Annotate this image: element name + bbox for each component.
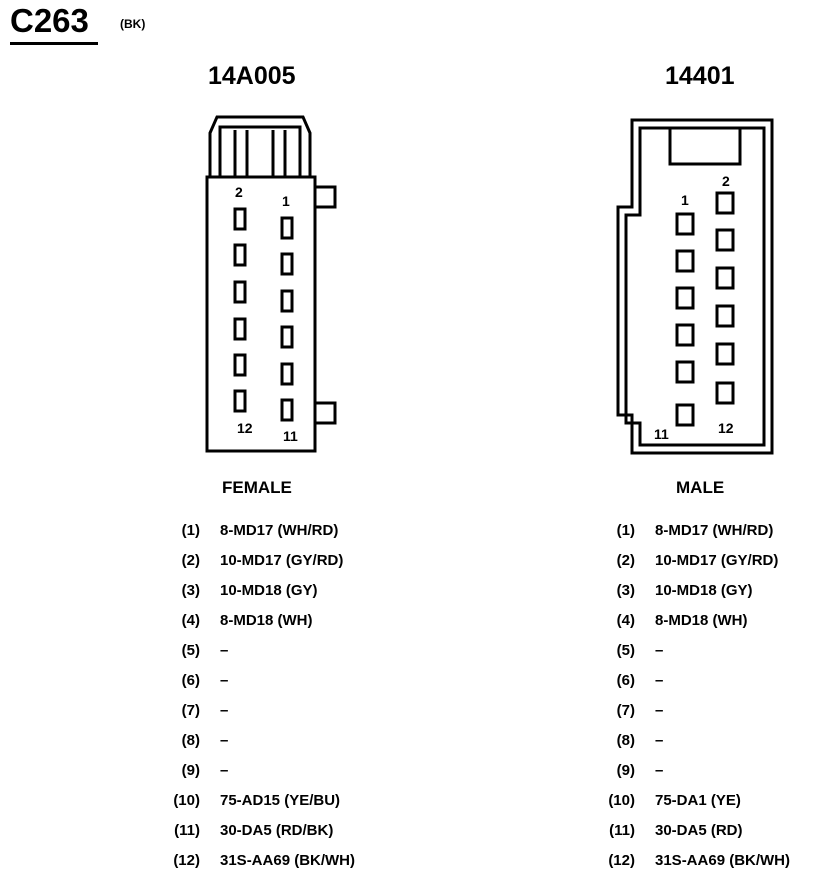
pin-number: (4) bbox=[616, 612, 635, 629]
pin-circuit: 8-MD17 (WH/RD) bbox=[655, 522, 774, 539]
pin-number: (7) bbox=[181, 702, 200, 719]
pin-row bbox=[585, 822, 815, 852]
pin-row bbox=[150, 522, 400, 552]
male-pin-label-11: 11 bbox=[654, 426, 669, 442]
male-pin-label-12: 12 bbox=[718, 420, 734, 436]
male-pin-label-1: 1 bbox=[681, 192, 689, 208]
pin-row bbox=[150, 552, 400, 582]
pin-circuit: 30-DA5 (RD) bbox=[655, 822, 743, 839]
left-part-number: 14A005 bbox=[208, 62, 296, 90]
pin-row bbox=[585, 702, 815, 732]
pin-row bbox=[585, 642, 815, 672]
pin-row bbox=[150, 852, 400, 882]
pin-number: (2) bbox=[181, 552, 200, 569]
pin-row bbox=[150, 642, 400, 672]
pin-circuit: – bbox=[220, 732, 229, 749]
pin-row bbox=[585, 792, 815, 822]
male-pin-table bbox=[585, 522, 815, 882]
pin-circuit: – bbox=[220, 702, 229, 719]
pin-number: (9) bbox=[616, 762, 635, 779]
pin-number: (12) bbox=[608, 852, 635, 869]
pin-number: (3) bbox=[181, 582, 200, 599]
pin-circuit: – bbox=[220, 642, 229, 659]
pin-number: (1) bbox=[616, 522, 635, 539]
pin-circuit: 10-MD18 (GY) bbox=[655, 582, 753, 599]
pin-number: (8) bbox=[616, 732, 635, 749]
connector-color-code: (BK) bbox=[120, 17, 146, 31]
pin-number: (8) bbox=[181, 732, 200, 749]
pin-row bbox=[150, 672, 400, 702]
pin-circuit: – bbox=[655, 702, 664, 719]
pin-circuit: 10-MD17 (GY/RD) bbox=[655, 552, 779, 569]
left-gender-label: FEMALE bbox=[222, 478, 292, 497]
pin-row bbox=[585, 672, 815, 702]
female-pin-label-2: 2 bbox=[235, 184, 243, 200]
pin-row bbox=[585, 582, 815, 612]
pin-circuit: 8-MD18 (WH) bbox=[220, 612, 313, 629]
female-pin-label-11: 11 bbox=[283, 428, 298, 444]
pin-number: (12) bbox=[173, 852, 200, 869]
female-pin-label-12: 12 bbox=[237, 420, 253, 436]
pin-row bbox=[585, 612, 815, 642]
female-pin-label-1: 1 bbox=[282, 193, 290, 209]
pin-number: (11) bbox=[609, 822, 635, 839]
pin-row bbox=[150, 792, 400, 822]
pin-number: (11) bbox=[174, 822, 200, 839]
pin-circuit: 30-DA5 (RD/BK) bbox=[220, 822, 334, 839]
right-part-number: 14401 bbox=[665, 62, 735, 90]
pin-number: (6) bbox=[181, 672, 200, 689]
pin-number: (5) bbox=[616, 642, 635, 659]
connector-title: C263 bbox=[10, 2, 89, 39]
pin-number: (1) bbox=[181, 522, 200, 539]
pin-row bbox=[585, 732, 815, 762]
pin-circuit: 8-MD17 (WH/RD) bbox=[220, 522, 339, 539]
pin-number: (4) bbox=[181, 612, 200, 629]
pin-number: (5) bbox=[181, 642, 200, 659]
pin-circuit: 10-MD18 (GY) bbox=[220, 582, 318, 599]
pin-number: (10) bbox=[608, 792, 635, 809]
pin-row bbox=[150, 582, 400, 612]
pin-circuit: – bbox=[220, 672, 229, 689]
pin-row bbox=[585, 522, 815, 552]
female-pin-table bbox=[150, 522, 400, 882]
pin-row bbox=[150, 702, 400, 732]
pin-number: (3) bbox=[616, 582, 635, 599]
pin-number: (7) bbox=[616, 702, 635, 719]
pin-circuit: – bbox=[220, 762, 229, 779]
pin-row bbox=[585, 762, 815, 792]
pin-circuit: 10-MD17 (GY/RD) bbox=[220, 552, 344, 569]
female-connector-diagram bbox=[195, 105, 355, 455]
pin-circuit: – bbox=[655, 732, 664, 749]
pin-number: (2) bbox=[616, 552, 635, 569]
pin-circuit: 75-AD15 (YE/BU) bbox=[220, 792, 341, 809]
male-pin-label-2: 2 bbox=[722, 173, 730, 189]
pin-row bbox=[150, 732, 400, 762]
pin-row bbox=[585, 852, 815, 882]
pin-row bbox=[150, 822, 400, 852]
pin-row bbox=[585, 552, 815, 582]
pin-circuit: 8-MD18 (WH) bbox=[655, 612, 748, 629]
pin-row bbox=[150, 612, 400, 642]
pin-number: (6) bbox=[616, 672, 635, 689]
pin-circuit: 31S-AA69 (BK/WH) bbox=[655, 852, 791, 869]
pin-number: (10) bbox=[173, 792, 200, 809]
right-gender-label: MALE bbox=[676, 478, 725, 497]
pin-circuit: 31S-AA69 (BK/WH) bbox=[220, 852, 356, 869]
pin-row bbox=[150, 762, 400, 792]
title-underline bbox=[10, 42, 98, 45]
pin-circuit: – bbox=[655, 642, 664, 659]
pin-number: (9) bbox=[181, 762, 200, 779]
pin-circuit: – bbox=[655, 672, 664, 689]
pin-circuit: 75-DA1 (YE) bbox=[655, 792, 741, 809]
male-connector-diagram bbox=[610, 115, 785, 460]
pin-circuit: – bbox=[655, 762, 664, 779]
